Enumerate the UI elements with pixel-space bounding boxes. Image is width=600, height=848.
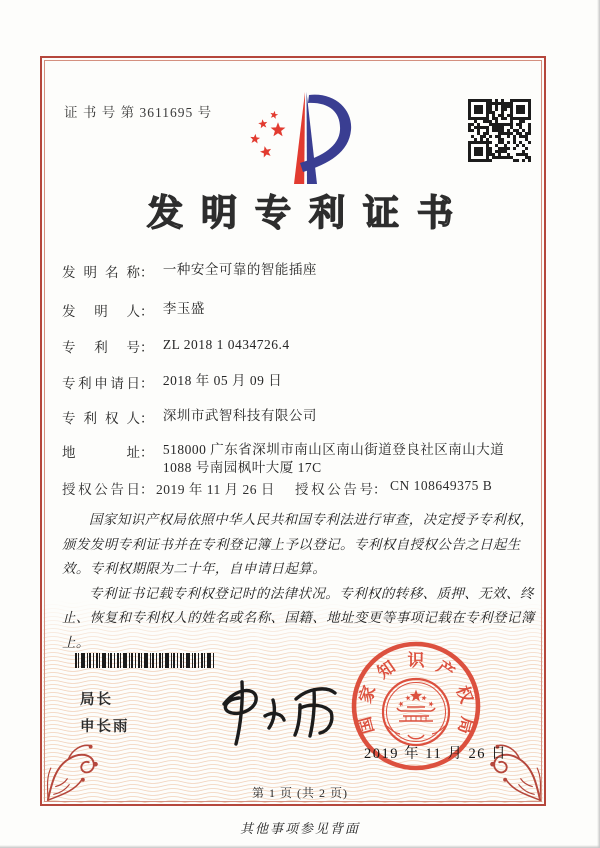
- svg-text:知: 知: [374, 657, 399, 683]
- qr-code: [468, 99, 531, 162]
- field-label-grant-number: 授权公告号: [295, 482, 373, 497]
- field-row-patentee: 专利权人： 深圳市武智科技有限公司: [62, 407, 523, 427]
- field-label: 发明人: [62, 304, 140, 319]
- legal-body-text: [62, 508, 540, 655]
- seal-date: 2019 年 11 月 26 日: [364, 746, 508, 762]
- field-value-address: 518000 广东省深圳市南山区南山街道登良社区南山大道 1088 号南园枫叶大厦 17C: [162, 442, 505, 475]
- field-row-inventor: 发明人： 李玉盛: [62, 300, 523, 320]
- certificate-title: 发明专利证书: [146, 193, 471, 233]
- field-row-invention-name: 发明名称： 一种安全可靠的智能插座: [62, 261, 523, 281]
- field-value-grant-number: CN 108649375 B: [390, 478, 493, 493]
- certificate-number: 证 书 号 第 3611695 号: [64, 105, 213, 120]
- svg-text:国: 国: [354, 714, 378, 736]
- field-value-patentee: 深圳市武智科技有限公司: [162, 408, 317, 423]
- field-row-application-date: 专利申请日： 2018 年 05 月 09 日: [62, 372, 523, 392]
- barcode: [75, 653, 215, 668]
- body-paragraph-1: 国家知识产权局依照中华人民共和国专利法进行审查，决定授予专利权，颁发发明专利证书并在专利登记簿上予以登记。专利权自授权公告之日起生效。专利权期限为二十年，自申请日起算。: [62, 512, 534, 577]
- field-row-grant: 授权公告日 ： 2019 年 11 月 26 日 授权公告号 ： CN 108649375 B: [62, 478, 493, 497]
- signer-name: 申长雨: [80, 719, 130, 735]
- field-value-patent-number: ZL 2018 1 0434726.4: [162, 337, 290, 352]
- field-label: 专利申请日: [62, 376, 140, 391]
- field-value-grant-date: 2019 年 11 月 26 日: [156, 482, 275, 497]
- field-label: 发明名称: [62, 265, 140, 280]
- cnipa-logo-icon: [237, 86, 387, 194]
- field-label: 专利权人: [62, 411, 140, 426]
- svg-text:权: 权: [452, 683, 477, 706]
- field-value-inventor: 李玉盛: [162, 301, 205, 316]
- svg-text:家: 家: [355, 683, 380, 706]
- field-row-address: 地址： 518000 广东省深圳市南山区南山街道登良社区南山大道 1088 号南园枫叶大厦 17C: [62, 441, 515, 477]
- page-number: 第 1 页 (共 2 页): [252, 786, 348, 800]
- handwritten-signature: [196, 672, 346, 750]
- field-label: 专利号: [62, 340, 140, 355]
- signer-title: 局长: [80, 692, 113, 708]
- national-emblem-icon: [383, 679, 449, 745]
- back-note: 其他事项参见背面: [239, 821, 360, 836]
- svg-text:识: 识: [407, 651, 425, 670]
- field-value-application-date: 2018 年 05 月 09 日: [162, 373, 283, 388]
- svg-text:产: 产: [433, 657, 458, 683]
- svg-text:局: 局: [454, 714, 478, 736]
- body-paragraph-2: 专利证书记载专利权登记时的法律状况。专利权的转移、质押、无效、终止、恢复和专利权人的姓名或名称、国籍、地址变更等事项记载在专利登记簿上。: [62, 585, 535, 650]
- field-label: 地址: [62, 445, 140, 460]
- field-value-invention-name: 一种安全可靠的智能插座: [162, 262, 317, 277]
- field-label-grant-date: 授权公告日: [62, 482, 140, 497]
- field-row-patent-number: 专利号： ZL 2018 1 0434726.4: [62, 336, 523, 356]
